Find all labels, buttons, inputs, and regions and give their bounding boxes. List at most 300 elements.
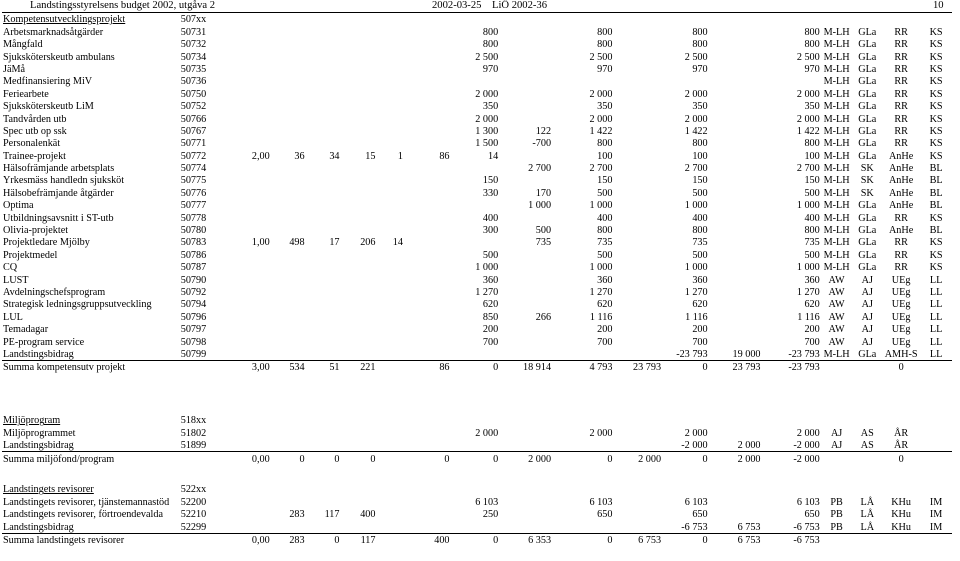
cell-c13: 620: [692, 299, 708, 311]
cell-resp: M-LH: [823, 212, 850, 224]
cell-c15: 400: [804, 212, 820, 224]
cell-account-code: 50799: [180, 348, 207, 360]
cell-c12: [613, 298, 662, 310]
cell-handler: RR: [894, 138, 908, 150]
cell-c14: [709, 25, 762, 37]
cell-c6: 15: [365, 150, 376, 162]
cell-c13: 800: [692, 26, 708, 38]
cell-approver: KS: [929, 125, 943, 137]
cell-c4: [271, 335, 306, 347]
cell-c8: [404, 439, 451, 452]
cell-c4: [271, 483, 306, 495]
cell-c12: [613, 112, 662, 124]
cell-c8: [404, 112, 451, 124]
cell-account-code: 50797: [180, 324, 207, 336]
cell-account-code: 50736: [180, 76, 207, 88]
cell-account-code: 50731: [180, 26, 207, 38]
cell-item-name: Sjuksköterskeutb ambulans: [3, 51, 115, 63]
cell-c15: 650: [804, 509, 820, 521]
cell-item-name: Projektledare Mjölby: [3, 237, 90, 249]
cell-c5: [306, 426, 341, 438]
cell-c14: 6 753: [737, 521, 761, 533]
cell-c15: [762, 13, 821, 26]
cell-handler: AnHe: [888, 225, 914, 237]
cell-owner: AJ: [861, 274, 873, 286]
cell-approver: KS: [929, 237, 943, 249]
cell-c11: 500: [597, 187, 613, 199]
cell-c4: [271, 273, 306, 285]
cell-account-code: 50783: [180, 237, 207, 249]
cell-c12: [613, 261, 662, 273]
cell-owner: SK: [860, 175, 874, 187]
cell-c12: [613, 224, 662, 236]
cell-handler: RR: [894, 113, 908, 125]
cell-resp: [821, 533, 853, 546]
cell-c9: [451, 483, 500, 495]
cell-c5: [306, 495, 341, 507]
cell-c8: [404, 63, 451, 75]
cell-c11: 800: [597, 39, 613, 51]
table-row: [2, 439, 952, 452]
cell-handler: [882, 483, 920, 495]
cell-c7: [376, 348, 404, 361]
cell-c7: [376, 360, 404, 373]
cell-c14: [709, 426, 762, 438]
cell-c13: 2 000: [684, 427, 708, 439]
cell-c4: [271, 348, 306, 361]
cell-c7: [376, 426, 404, 438]
cell-c6: [341, 50, 377, 62]
cell-handler: ÅR: [894, 427, 909, 439]
cell-account-code: 50786: [180, 249, 207, 261]
cell-handler: RR: [894, 125, 908, 137]
cell-c14: 19 000: [732, 348, 761, 360]
cell-handler: RR: [894, 237, 908, 249]
cell-item-name: Trainee-projekt: [3, 150, 66, 162]
table-row: [2, 186, 952, 198]
table-row: [2, 100, 952, 112]
cell-c9: 800: [482, 39, 499, 51]
cell-c9: 1 500: [475, 138, 499, 150]
cell-c10: [499, 335, 552, 347]
cell-c12: [613, 87, 662, 99]
cell-owner: [852, 483, 882, 495]
cell-c8: [404, 186, 451, 198]
cell-c11: 6 103: [589, 496, 613, 508]
cell-owner: LÅ: [860, 496, 875, 508]
cell-c6: [341, 75, 377, 87]
section-heading-row: [2, 414, 952, 426]
cell-c7: [376, 199, 404, 211]
cell-c14: [709, 248, 762, 260]
cell-handler: AnHe: [888, 200, 914, 212]
cell-resp: M-LH: [823, 225, 850, 237]
cell-c8: [404, 100, 451, 112]
cell-c11: 360: [597, 274, 613, 286]
table-row: [2, 125, 952, 137]
cell-account-code: 50750: [180, 88, 207, 100]
cell-c7: [376, 483, 404, 495]
cell-c4: [271, 439, 306, 452]
cell-c13: 2 000: [684, 113, 708, 125]
cell-c4: [271, 50, 306, 62]
cell-c3: [235, 439, 271, 452]
cell-c13: [662, 13, 709, 26]
table-row: [2, 211, 952, 223]
cell-resp: AW: [828, 324, 845, 336]
cell-c7: [376, 125, 404, 137]
cell-c6: [341, 439, 377, 452]
cell-c11: 620: [597, 299, 613, 311]
cell-c3: 1,00: [251, 237, 270, 249]
cell-account-code: 50774: [180, 163, 207, 175]
cell-handler: 0: [882, 360, 920, 373]
cell-approver: LL: [929, 324, 943, 336]
cell-approver: KS: [929, 101, 943, 113]
cell-approver: KS: [929, 63, 943, 75]
cell-c6: [341, 348, 377, 361]
cell-c13: 800: [692, 39, 708, 51]
cell-c3: 0,00: [235, 533, 271, 546]
cell-c7: 1: [397, 150, 403, 162]
cell-c11: 150: [597, 175, 613, 187]
cell-c4: 0: [271, 452, 306, 465]
cell-account-code: 50772: [180, 150, 207, 162]
cell-resp: M-LH: [823, 76, 850, 88]
cell-c14: [709, 310, 762, 322]
cell-resp: M-LH: [823, 150, 850, 162]
cell-handler: AnHe: [888, 175, 914, 187]
cell-c4: [271, 224, 306, 236]
cell-c6: 206: [360, 237, 376, 249]
cell-item-name: Landstingets revisorer, tjänstemannastöd: [3, 496, 170, 508]
cell-c15: 150: [804, 175, 820, 187]
cell-handler: UEg: [891, 274, 911, 286]
document-title: Landstingsstyrelsens budget 2002, utgåva 2: [30, 0, 216, 11]
cell-c11: 350: [597, 101, 613, 113]
table-row: [2, 298, 952, 310]
cell-c11: 500: [597, 249, 613, 261]
cell-c12: [613, 149, 662, 161]
cell-c8: [404, 508, 451, 520]
cell-item-name: Strategisk ledningsgruppsutveckling: [3, 299, 152, 311]
cell-c3: [235, 137, 271, 149]
cell-c5: [306, 286, 341, 298]
cell-c7: [376, 520, 404, 533]
kompetens-table: [2, 12, 952, 373]
cell-c8: [404, 199, 451, 211]
cell-c13: 1 422: [684, 125, 708, 137]
cell-c7: [376, 508, 404, 520]
cell-c6: [341, 125, 377, 137]
cell-c9: 360: [482, 274, 499, 286]
cell-c14: [709, 137, 762, 149]
cell-c5: [306, 174, 341, 186]
cell-c3: [235, 261, 271, 273]
cell-c10: [499, 286, 552, 298]
cell-c5: [306, 186, 341, 198]
cell-c12: [613, 348, 662, 361]
cell-account-code: 52299: [180, 521, 207, 533]
cell-account-code: 522xx: [180, 484, 207, 496]
cell-item-name: LUST: [3, 274, 29, 286]
cell-owner: AJ: [861, 286, 873, 298]
cell-c15: 200: [804, 324, 820, 336]
cell-c8: [404, 174, 451, 186]
cell-c11: 0: [552, 452, 613, 465]
cell-c11: 2 000: [589, 427, 613, 439]
cell-item-name: Medfinansiering MiV: [3, 76, 93, 88]
cell-resp: M-LH: [823, 187, 850, 199]
cell-owner: [852, 414, 882, 426]
cell-c9: 0: [451, 533, 500, 546]
cell-c4: [271, 298, 306, 310]
cell-c14: [709, 149, 762, 161]
cell-c12: [613, 236, 662, 248]
cell-c3: [235, 211, 271, 223]
cell-c9: [451, 439, 500, 452]
cell-item-name: Landstingsbidrag: [3, 440, 74, 452]
cell-c7: [376, 495, 404, 507]
table-row: [2, 199, 952, 211]
cell-c8: [404, 13, 451, 26]
table-row: [2, 25, 952, 37]
cell-c9: [451, 348, 500, 361]
cell-c15: -2 000: [793, 440, 820, 452]
cell-c6: [341, 100, 377, 112]
cell-c8: [404, 310, 451, 322]
cell-c6: 221: [341, 360, 377, 373]
cell-c3: [235, 298, 271, 310]
cell-c6: [341, 211, 377, 223]
cell-c12: [613, 186, 662, 198]
cell-c12: [613, 211, 662, 223]
cell-c4: [271, 125, 306, 137]
cell-c14: [709, 162, 762, 174]
cell-handler: RR: [894, 249, 908, 261]
cell-handler: [882, 414, 920, 426]
cell-c14: [709, 100, 762, 112]
cell-account-code: 50778: [180, 212, 207, 224]
cell-c10: [499, 520, 552, 533]
cell-owner: GLa: [858, 262, 877, 274]
cell-handler: [882, 13, 920, 26]
cell-c10: 500: [535, 225, 552, 237]
cell-account-code: 50792: [180, 286, 207, 298]
cell-c8: [404, 335, 451, 347]
cell-c8: [404, 87, 451, 99]
table-row: [2, 50, 952, 62]
cell-item-name: Utbildningsavsnitt i ST-utb: [3, 212, 114, 224]
cell-c5: [306, 310, 341, 322]
cell-c4: [271, 87, 306, 99]
cell-c4: [271, 248, 306, 260]
cell-c10: 735: [535, 237, 552, 249]
cell-c10: [499, 439, 552, 452]
cell-c12: [613, 426, 662, 438]
cell-c9: 970: [482, 63, 499, 75]
cell-c12: [613, 495, 662, 507]
cell-c6: [341, 483, 377, 495]
cell-c4: [271, 495, 306, 507]
cell-c8: [404, 520, 451, 533]
cell-c9: 250: [482, 509, 499, 521]
cell-c12: [613, 508, 662, 520]
cell-c15: -23 793: [762, 360, 821, 373]
cell-c9: 1 000: [475, 262, 499, 274]
cell-c5: [306, 100, 341, 112]
cell-c4: 283: [289, 509, 305, 521]
cell-item-name: Landstingsbidrag: [3, 348, 74, 360]
cell-c3: [235, 112, 271, 124]
cell-c15: 700: [804, 336, 820, 348]
cell-handler: RR: [894, 88, 908, 100]
cell-c13: [662, 75, 709, 87]
cell-c9: [451, 414, 500, 426]
cell-item-name: Summa kompetensutv projekt: [2, 360, 180, 373]
table-row: [2, 87, 952, 99]
cell-c4: 36: [294, 150, 305, 162]
cell-c12: [613, 100, 662, 112]
cell-c4: [271, 25, 306, 37]
table-row: [2, 236, 952, 248]
cell-c14: [709, 125, 762, 137]
cell-c3: [235, 483, 271, 495]
cell-c7: [376, 335, 404, 347]
cell-owner: AJ: [861, 299, 873, 311]
cell-c4: [271, 520, 306, 533]
cell-c14: [709, 236, 762, 248]
cell-owner: LÅ: [860, 521, 875, 533]
cell-item-name: Hälsofrämjande arbetsplats: [3, 163, 115, 175]
cell-handler: KHu: [891, 521, 912, 533]
cell-c10: [499, 298, 552, 310]
cell-c6: [341, 286, 377, 298]
cell-c8: [404, 286, 451, 298]
cell-item-name: Spec utb op ssk: [3, 125, 67, 137]
cell-handler: 0: [882, 452, 920, 465]
cell-owner: AJ: [861, 324, 873, 336]
cell-c10: [499, 75, 552, 87]
cell-c10: [499, 87, 552, 99]
cell-resp: AJ: [830, 440, 843, 452]
cell-resp: PB: [830, 509, 843, 521]
cell-c13: 650: [692, 509, 708, 521]
cell-handler: UEg: [891, 336, 911, 348]
cell-c5: [306, 439, 341, 452]
cell-approver: KS: [929, 150, 943, 162]
cell-resp: M-LH: [823, 125, 850, 137]
cell-resp: AW: [828, 274, 845, 286]
cell-item-name: Yrkesmäss handledn sjuksköt: [3, 175, 125, 187]
cell-c14: [709, 211, 762, 223]
cell-approver: KS: [929, 51, 943, 63]
cell-c9: 0: [451, 360, 500, 373]
cell-c4: [271, 211, 306, 223]
cell-c7: [376, 162, 404, 174]
cell-c6: [341, 38, 377, 50]
cell-c13: 2 500: [684, 51, 708, 63]
cell-c13: 970: [692, 63, 708, 75]
cell-c14: [709, 112, 762, 124]
cell-c3: [235, 125, 271, 137]
cell-c5: [306, 483, 341, 495]
cell-resp: M-LH: [823, 26, 850, 38]
cell-c4: 498: [289, 237, 305, 249]
cell-c14: [709, 414, 762, 426]
cell-c3: 0,00: [235, 452, 271, 465]
cell-c7: 14: [392, 237, 403, 249]
cell-resp: M-LH: [823, 51, 850, 63]
cell-c8: [404, 211, 451, 223]
table-row: [2, 495, 952, 507]
cell-c4: [271, 261, 306, 273]
cell-c7: [376, 298, 404, 310]
cell-approver: [920, 360, 952, 373]
cell-c7: [376, 137, 404, 149]
cell-c15: -2 000: [762, 452, 821, 465]
cell-resp: PB: [830, 521, 843, 533]
cell-owner: GLa: [858, 63, 877, 75]
cell-c15: 800: [804, 138, 820, 150]
cell-c14: [709, 286, 762, 298]
cell-c15: 500: [804, 249, 820, 261]
cell-c6: [341, 261, 377, 273]
cell-handler: KHu: [891, 496, 912, 508]
cell-item-name: Landstingets revisorer, förtroendevalda: [3, 509, 163, 521]
cell-c13: 735: [692, 237, 708, 249]
cell-c14: [709, 495, 762, 507]
cell-c15: 350: [804, 101, 820, 113]
cell-c8: [404, 298, 451, 310]
cell-c5: [306, 50, 341, 62]
cell-c13: 500: [692, 249, 708, 261]
cell-approver: BL: [929, 200, 943, 212]
cell-c9: 1 300: [475, 125, 499, 137]
cell-resp: M-LH: [823, 138, 850, 150]
cell-c3: [235, 50, 271, 62]
cell-c10: [499, 25, 552, 37]
cell-c13: 350: [692, 101, 708, 113]
cell-approver: [920, 452, 952, 465]
cell-c3: [235, 63, 271, 75]
cell-account-code: 50796: [180, 311, 207, 323]
cell-c7: [376, 261, 404, 273]
cell-c9: [451, 162, 500, 174]
cell-c10: 18 914: [499, 360, 552, 373]
cell-c12: [613, 162, 662, 174]
cell-owner: GLa: [858, 88, 877, 100]
cell-handler: AnHe: [888, 150, 914, 162]
cell-c3: [235, 100, 271, 112]
cell-resp: M-LH: [823, 175, 850, 187]
cell-c5: 51: [306, 360, 341, 373]
cell-account-code: 50780: [180, 225, 207, 237]
cell-approver: BL: [929, 175, 943, 187]
cell-c11: 735: [597, 237, 613, 249]
cell-c8: [404, 137, 451, 149]
cell-item-name: Arbetsmarknadsåtgärder: [3, 26, 104, 38]
table-row: [2, 248, 952, 260]
cell-c5: [306, 137, 341, 149]
cell-c13: -6 753: [681, 521, 708, 533]
cell-c13: 200: [692, 324, 708, 336]
cell-c8: [404, 248, 451, 260]
cell-c15: [762, 75, 821, 87]
cell-c13: 6 103: [684, 496, 708, 508]
cell-c6: [341, 323, 377, 335]
cell-account-code: 50735: [180, 63, 207, 75]
